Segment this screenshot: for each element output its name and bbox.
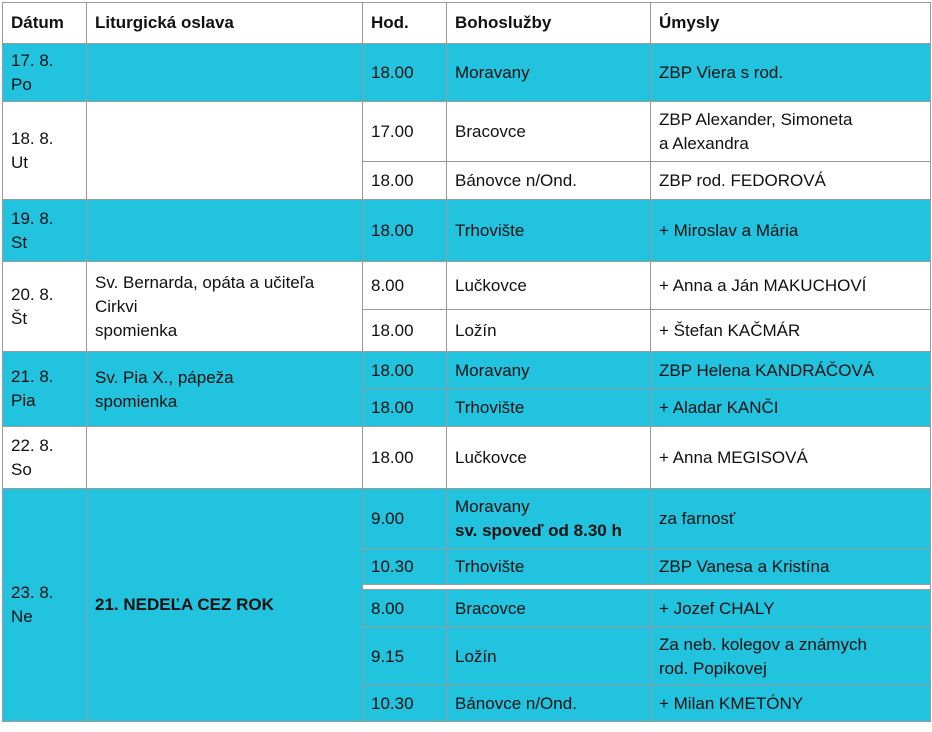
mass-schedule-table (2, 2, 931, 722)
service-cell: Moravany sv. spoveď od 8.30 h (447, 489, 651, 549)
confession-note: sv. spoveď od 8.30 h (455, 520, 622, 540)
header-celebration: Liturgická oslava (87, 3, 363, 44)
date-cell: 18. 8. Ut (3, 102, 87, 200)
hour-cell: 10.30 (363, 549, 447, 585)
celebration-cell (87, 102, 363, 200)
hour-cell: 10.30 (363, 686, 447, 722)
hour-cell: 8.00 (363, 590, 447, 628)
intention-cell: ZBP rod. FEDOROVÁ (651, 162, 931, 200)
header-date: Dátum (3, 3, 87, 44)
intention-cell: + Štefan KAČMÁR (651, 310, 931, 352)
intention-cell: ZBP Alexander, Simoneta a Alexandra (651, 102, 931, 162)
hour-cell: 9.15 (363, 628, 447, 686)
service-cell: Trhovište (447, 200, 651, 262)
hour-cell: 9.00 (363, 489, 447, 549)
service-cell: Trhovište (447, 390, 651, 427)
intention-cell: ZBP Helena KANDRÁČOVÁ (651, 352, 931, 390)
celebration-cell: 21. NEDEĽA CEZ ROK (87, 489, 363, 722)
table-row (3, 102, 931, 162)
hour-cell: 17.00 (363, 102, 447, 162)
hour-cell: 18.00 (363, 310, 447, 352)
hour-cell: 18.00 (363, 352, 447, 390)
table-row (3, 352, 931, 390)
service-cell: Lučkovce (447, 427, 651, 489)
service-cell: Lučkovce (447, 262, 651, 310)
header-row (3, 3, 931, 44)
date-cell: 23. 8. Ne (3, 489, 87, 722)
intention-cell: + Miroslav a Mária (651, 200, 931, 262)
hour-cell: 18.00 (363, 44, 447, 102)
intention-cell: + Aladar KANČI (651, 390, 931, 427)
hour-cell: 18.00 (363, 390, 447, 427)
date-cell: 20. 8. Št (3, 262, 87, 352)
table-row (3, 262, 931, 310)
hour-cell: 18.00 (363, 200, 447, 262)
celebration-cell (87, 44, 363, 102)
date-cell: 17. 8. Po (3, 44, 87, 102)
hour-cell: 18.00 (363, 427, 447, 489)
intention-cell: + Anna MEGISOVÁ (651, 427, 931, 489)
table-row (3, 427, 931, 489)
intention-cell: Za neb. kolegov a známych rod. Popikovej (651, 628, 931, 686)
table-row (3, 489, 931, 549)
service-cell: Ložín (447, 628, 651, 686)
celebration-cell: Sv. Bernarda, opáta a učiteľa Cirkvi spomienka (87, 262, 363, 352)
table-row (3, 44, 931, 102)
hour-cell: 18.00 (363, 162, 447, 200)
date-cell: 19. 8. St (3, 200, 87, 262)
service-cell: Bánovce n/Ond. (447, 686, 651, 722)
header-service: Bohoslužby (447, 3, 651, 44)
intention-cell: ZBP Vanesa a Kristína (651, 549, 931, 585)
celebration-cell (87, 200, 363, 262)
celebration-cell: Sv. Pia X., pápeža spomienka (87, 352, 363, 427)
service-cell: Bracovce (447, 102, 651, 162)
intention-cell: + Jozef CHALY (651, 590, 931, 628)
intention-cell: + Milan KMETÓNY (651, 686, 931, 722)
date-cell: 21. 8. Pia (3, 352, 87, 427)
service-cell: Ložín (447, 310, 651, 352)
intention-cell: ZBP Viera s rod. (651, 44, 931, 102)
service-cell: Bracovce (447, 590, 651, 628)
celebration-cell (87, 427, 363, 489)
service-cell: Bánovce n/Ond. (447, 162, 651, 200)
date-cell: 22. 8. So (3, 427, 87, 489)
service-cell: Trhovište (447, 549, 651, 585)
hour-cell: 8.00 (363, 262, 447, 310)
service-cell: Moravany (447, 44, 651, 102)
header-hour: Hod. (363, 3, 447, 44)
table-row (3, 200, 931, 262)
intention-cell: za farnosť (651, 489, 931, 549)
service-cell: Moravany (447, 352, 651, 390)
intention-cell: + Anna a Ján MAKUCHOVÍ (651, 262, 931, 310)
header-intentions: Úmysly (651, 3, 931, 44)
